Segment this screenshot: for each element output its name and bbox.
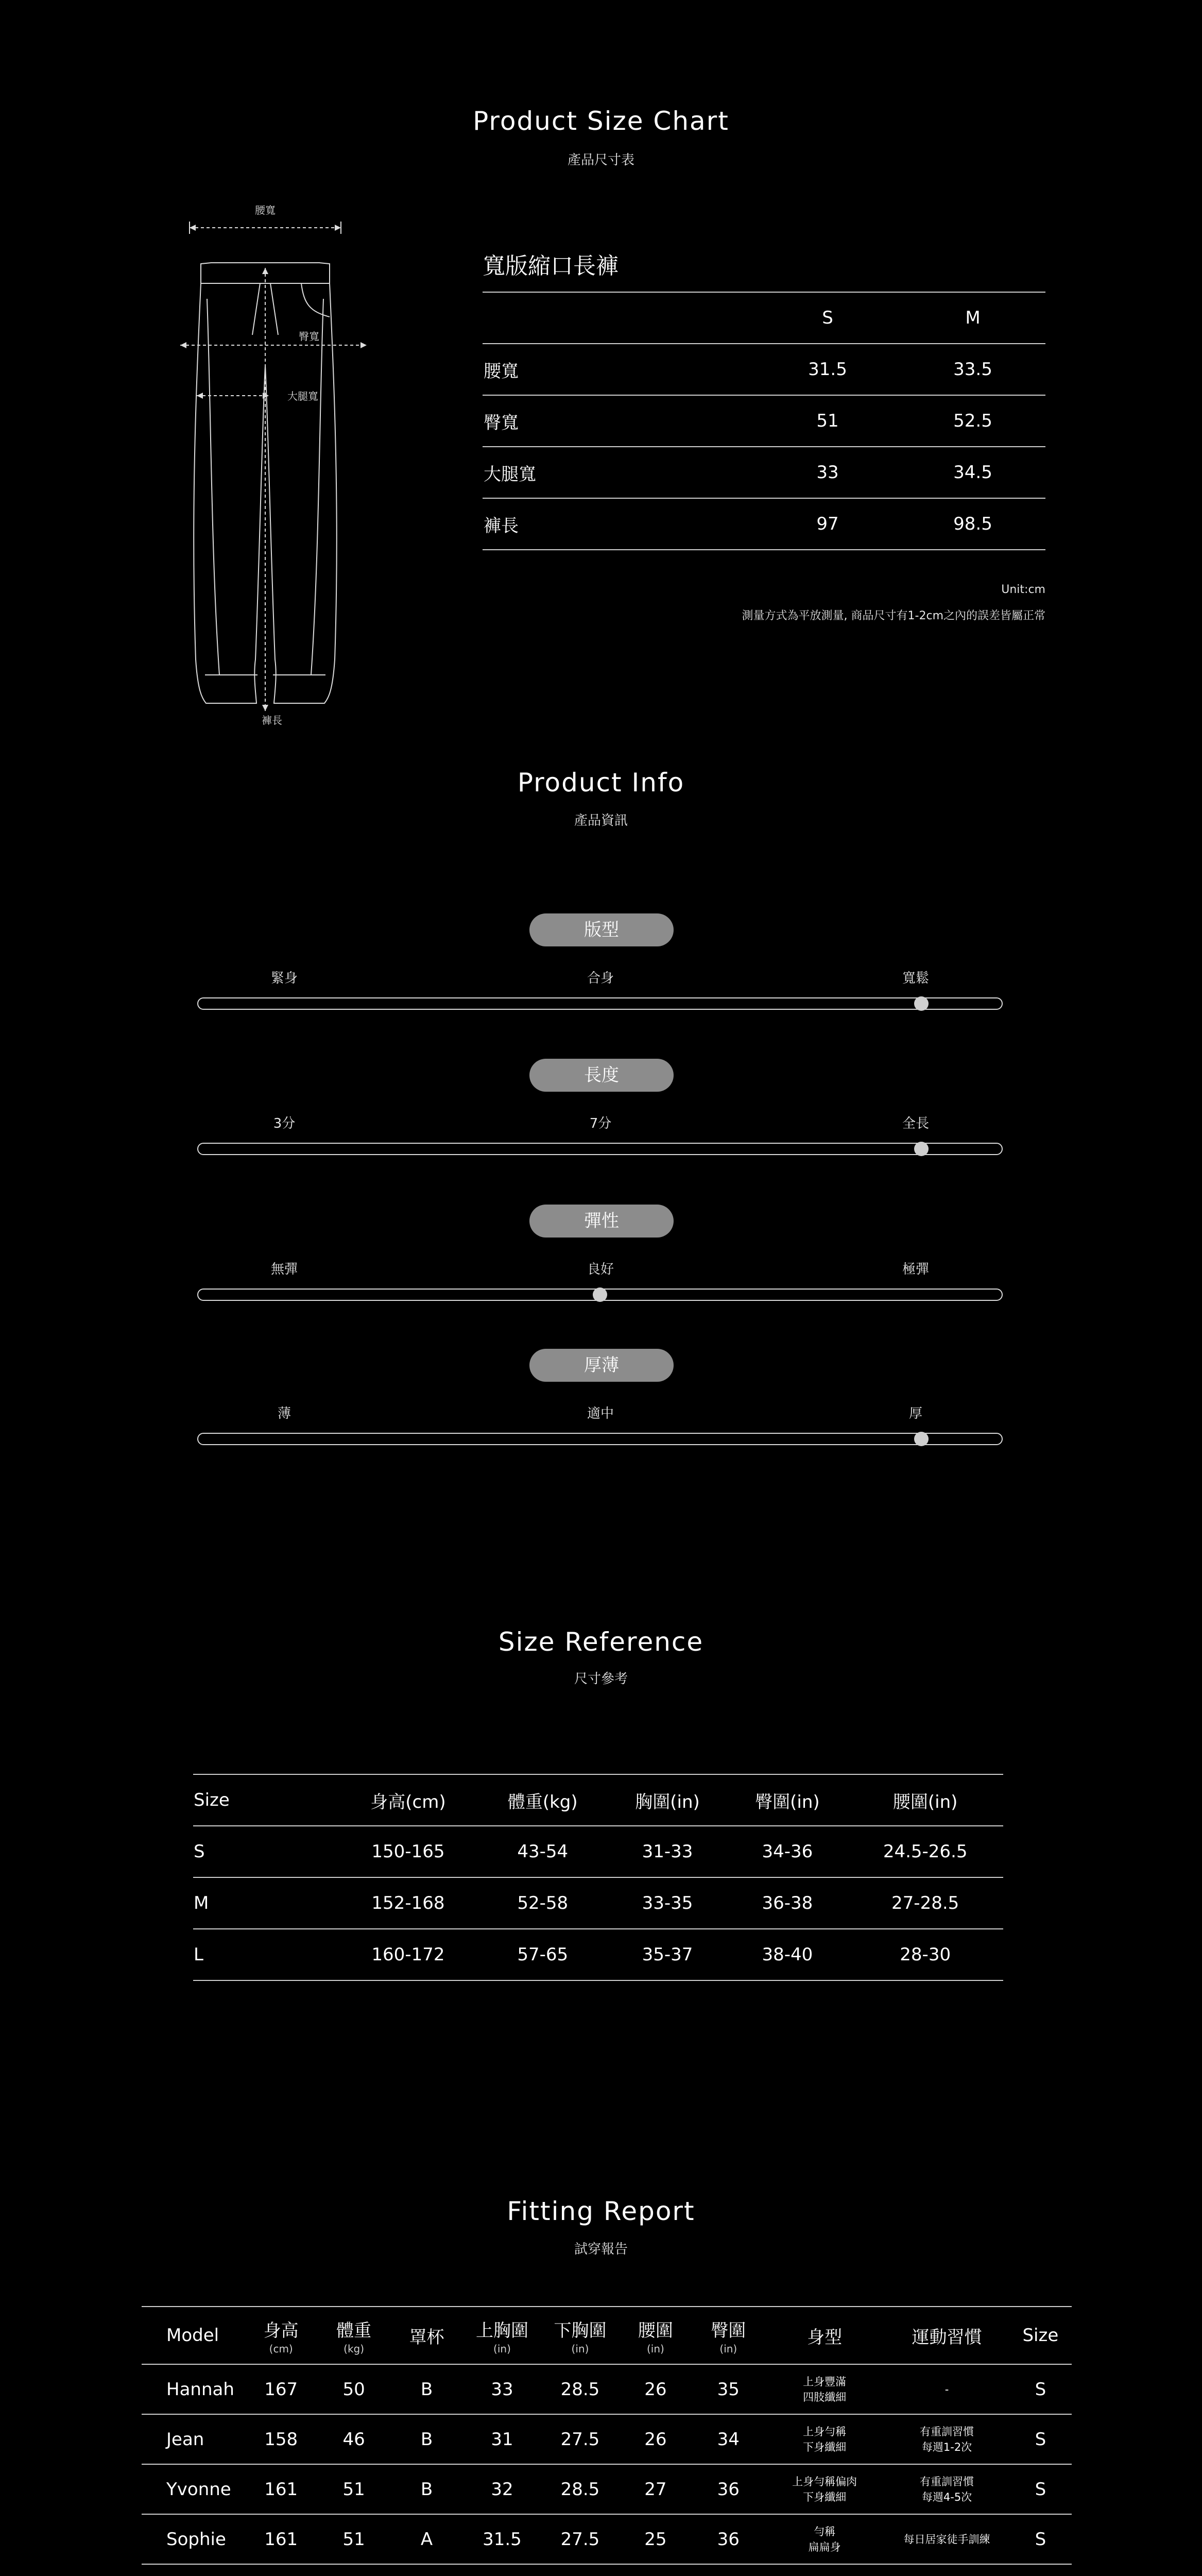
fitting-report-title: Fitting Report [507, 2196, 695, 2226]
table-cell: S [193, 1826, 338, 1877]
cell-model: Hannah [142, 2364, 245, 2414]
table-row [483, 395, 1045, 447]
scale-label-right: 全長 [902, 1116, 929, 1131]
cell-height: 167 [245, 2364, 317, 2414]
size-chart-title: Product Size Chart [473, 106, 729, 136]
table-row [142, 2564, 1072, 2576]
thickness-scale-badge: 厚薄 [529, 1349, 674, 1382]
exercise-line: 有重訓習慣 [920, 2475, 974, 2488]
column-header: 臀圍(in) [727, 1774, 847, 1826]
cell-cup: B [390, 2364, 463, 2414]
column-header: 身高 (cm) [245, 2307, 317, 2364]
scale-label-mid: 7分 [589, 1116, 612, 1131]
measure-value: 33.5 [900, 344, 1045, 395]
scale-label-right: 極彈 [902, 1262, 929, 1277]
cell-waist: 27 [619, 2464, 692, 2514]
exercise-line: 每週1-2次 [921, 2441, 972, 2453]
measure-label: 臀寬 [483, 395, 755, 447]
measure-value: 34.5 [900, 447, 1045, 498]
cell-exercise [884, 2514, 1009, 2564]
cell-exercise [884, 2414, 1009, 2464]
measurement-note: 測量方式為平放測量, 商品尺寸有1-2cm之內的誤差皆屬正常 [742, 609, 1045, 622]
table-row [142, 2514, 1072, 2564]
exercise-line: 每週4-5次 [921, 2490, 972, 2503]
table-cell: 35-37 [608, 1929, 728, 1980]
cell-size: S [1009, 2514, 1072, 2564]
table-cell: 57-65 [478, 1929, 608, 1980]
cell-under: 28.5 [541, 2464, 620, 2514]
column-header: 腰圍(in) [847, 1774, 1003, 1826]
cell-cup: A [390, 2514, 463, 2564]
cell-upper: 31.5 [463, 2514, 541, 2564]
cell-weight: 50 [317, 2364, 390, 2414]
product-name: 寬版縮口長褲 [483, 253, 619, 279]
measure-value: 33 [755, 447, 900, 498]
column-header: 胸圍(in) [608, 1774, 728, 1826]
cell-model: Sophie [142, 2514, 245, 2564]
column-header: 體重(kg) [478, 1774, 608, 1826]
diagram-label-waist: 腰寬 [255, 204, 276, 216]
scale-label-mid: 適中 [587, 1406, 614, 1421]
table-row [483, 447, 1045, 498]
cell-waist: 26 [619, 2414, 692, 2464]
cell-hip: 34 [692, 2414, 765, 2464]
table-cell: 34-36 [727, 1826, 847, 1877]
body-type-line: 上身豐滿 [803, 2375, 847, 2388]
cell-waist: 25 [619, 2514, 692, 2564]
column-header: 身型 [765, 2307, 884, 2364]
column-header: Size [193, 1774, 338, 1826]
cell-model [142, 2564, 245, 2576]
cell-waist: 26 [619, 2364, 692, 2414]
measure-label: 腰寬 [483, 344, 755, 395]
fit-scale-indicator [914, 996, 929, 1011]
cell-under: 28.5 [541, 2364, 620, 2414]
body-type-line: 四肢纖細 [803, 2391, 847, 2403]
cell-upper: 32 [463, 2464, 541, 2514]
exercise-line: - [945, 2383, 949, 2396]
body-type-line: 上身勻稱 [803, 2425, 847, 2438]
cell-upper [463, 2564, 541, 2576]
cell-exercise [884, 2564, 1009, 2576]
fit-scale-track [197, 997, 1003, 1010]
cell-hip: 36 [692, 2514, 765, 2564]
cell-under: 27.5 [541, 2514, 620, 2564]
diagram-label-length: 褲長 [262, 714, 282, 726]
size-chart-subtitle: 產品尺寸表 [567, 152, 634, 168]
body-type-line: 扁扁身 [808, 2540, 841, 2553]
cell-under [541, 2564, 620, 2576]
cell-body-type [765, 2364, 884, 2414]
table-row [193, 1877, 1003, 1929]
unit-note: Unit:cm [1001, 583, 1045, 596]
cell-body-type [765, 2514, 884, 2564]
body-type-line: 下身纖細 [803, 2490, 847, 2503]
table-cell: 24.5-26.5 [847, 1826, 1003, 1877]
fitting-report-subtitle: 試穿報告 [574, 2242, 628, 2257]
column-header: 身高(cm) [338, 1774, 478, 1826]
cell-body-type [765, 2414, 884, 2464]
cell-size: S [1009, 2364, 1072, 2414]
table-cell: 150-165 [338, 1826, 478, 1877]
thickness-scale-track [197, 1433, 1003, 1445]
cell-body-type [765, 2564, 884, 2576]
table-row [142, 2364, 1072, 2414]
scale-label-left: 緊身 [270, 971, 298, 986]
diagram-label-thigh: 大腿寬 [287, 390, 318, 402]
size-reference-table [193, 1774, 1003, 1981]
product-info-title: Product Info [517, 768, 685, 798]
body-type-line: 勻稱 [814, 2525, 836, 2538]
elasticity-scale-indicator [593, 1287, 607, 1302]
exercise-line: 有重訓習慣 [920, 2425, 974, 2438]
column-header: 臀圍 (in) [692, 2307, 765, 2364]
cell-cup: B [390, 2414, 463, 2464]
cell-weight: 51 [317, 2514, 390, 2564]
measure-label: 大腿寬 [483, 447, 755, 498]
cell-model: Yvonne [142, 2464, 245, 2514]
scale-label-right: 寬鬆 [902, 971, 929, 986]
column-header: 下胸圍 (in) [541, 2307, 620, 2364]
size-reference-header-row [193, 1774, 1003, 1826]
body-type-line: 下身纖細 [803, 2441, 847, 2453]
cell-upper: 33 [463, 2364, 541, 2414]
table-cell: M [193, 1877, 338, 1929]
elasticity-scale-badge: 彈性 [529, 1205, 674, 1238]
fitting-report-table [142, 2306, 1072, 2576]
table-row [193, 1929, 1003, 1980]
cell-exercise [884, 2464, 1009, 2514]
diagram-label-hip: 臀寬 [299, 330, 319, 343]
cell-hip: 36 [692, 2464, 765, 2514]
size-chart-header-row [483, 292, 1045, 344]
table-cell: 31-33 [608, 1826, 728, 1877]
measure-value: 97 [755, 498, 900, 550]
cell-size [1009, 2564, 1072, 2576]
cell-weight [317, 2564, 390, 2576]
length-scale-track [197, 1143, 1003, 1155]
scale-label-mid: 合身 [587, 971, 614, 986]
scale-label-left: 薄 [277, 1406, 291, 1421]
column-header: 上胸圍 (in) [463, 2307, 541, 2364]
cell-cup [390, 2564, 463, 2576]
column-header: 體重 (kg) [317, 2307, 390, 2364]
length-scale-badge: 長度 [529, 1059, 674, 1092]
table-cell: 160-172 [338, 1929, 478, 1980]
measure-value: 52.5 [900, 395, 1045, 447]
table-cell: L [193, 1929, 338, 1980]
size-reference-subtitle: 尺寸參考 [574, 1671, 628, 1687]
column-header: 腰圍 (in) [619, 2307, 692, 2364]
table-cell: 36-38 [727, 1877, 847, 1929]
cell-hip [692, 2564, 765, 2576]
measure-value: 31.5 [755, 344, 900, 395]
measure-value: 51 [755, 395, 900, 447]
product-info-subtitle: 產品資訊 [574, 813, 628, 828]
cell-body-type [765, 2464, 884, 2514]
length-scale-indicator [914, 1142, 929, 1156]
table-cell: 27-28.5 [847, 1877, 1003, 1929]
table-cell: 43-54 [478, 1826, 608, 1877]
cell-weight: 51 [317, 2464, 390, 2514]
table-cell: 28-30 [847, 1929, 1003, 1980]
column-header: 運動習慣 [884, 2307, 1009, 2364]
elasticity-scale-track [197, 1289, 1003, 1301]
cell-height [245, 2564, 317, 2576]
table-cell: 152-168 [338, 1877, 478, 1929]
cell-cup: B [390, 2464, 463, 2514]
table-row [142, 2464, 1072, 2514]
table-cell: 38-40 [727, 1929, 847, 1980]
measure-label: 褲長 [483, 498, 755, 550]
size-col-header: M [900, 292, 1045, 344]
scale-label-mid: 良好 [587, 1262, 614, 1277]
fitting-table-body [142, 2364, 1072, 2576]
measure-value: 98.5 [900, 498, 1045, 550]
size-col-header: S [755, 292, 900, 344]
scale-label-right: 厚 [908, 1406, 922, 1421]
fit-scale-badge: 版型 [529, 913, 674, 946]
cell-height: 158 [245, 2414, 317, 2464]
cell-hip: 35 [692, 2364, 765, 2414]
table-cell: 52-58 [478, 1877, 608, 1929]
size-reference-title: Size Reference [498, 1627, 704, 1657]
table-row [193, 1826, 1003, 1877]
cell-height: 161 [245, 2464, 317, 2514]
table-row [142, 2414, 1072, 2464]
scale-label-left: 3分 [273, 1116, 296, 1131]
table-cell: 33-35 [608, 1877, 728, 1929]
cell-size: S [1009, 2464, 1072, 2514]
column-header: Model [142, 2307, 245, 2364]
table-row [483, 498, 1045, 550]
body-type-line: 上身勻稱偏肉 [792, 2475, 857, 2488]
size-chart-table [483, 292, 1045, 550]
column-header: 罩杯 [390, 2307, 463, 2364]
exercise-line [884, 2574, 1009, 2576]
cell-under: 27.5 [541, 2414, 620, 2464]
cell-size: S [1009, 2414, 1072, 2464]
scale-label-left: 無彈 [270, 1262, 298, 1277]
table-row [483, 344, 1045, 395]
cell-upper: 31 [463, 2414, 541, 2464]
cell-exercise [884, 2364, 1009, 2414]
exercise-line: 每日居家徒手訓練 [903, 2533, 990, 2546]
cell-waist [619, 2564, 692, 2576]
cell-model: Jean [142, 2414, 245, 2464]
column-header: Size [1009, 2307, 1072, 2364]
fitting-header-row [142, 2307, 1072, 2364]
pants-diagram [175, 196, 371, 742]
cell-height: 161 [245, 2514, 317, 2564]
thickness-scale-indicator [914, 1432, 929, 1446]
cell-weight: 46 [317, 2414, 390, 2464]
